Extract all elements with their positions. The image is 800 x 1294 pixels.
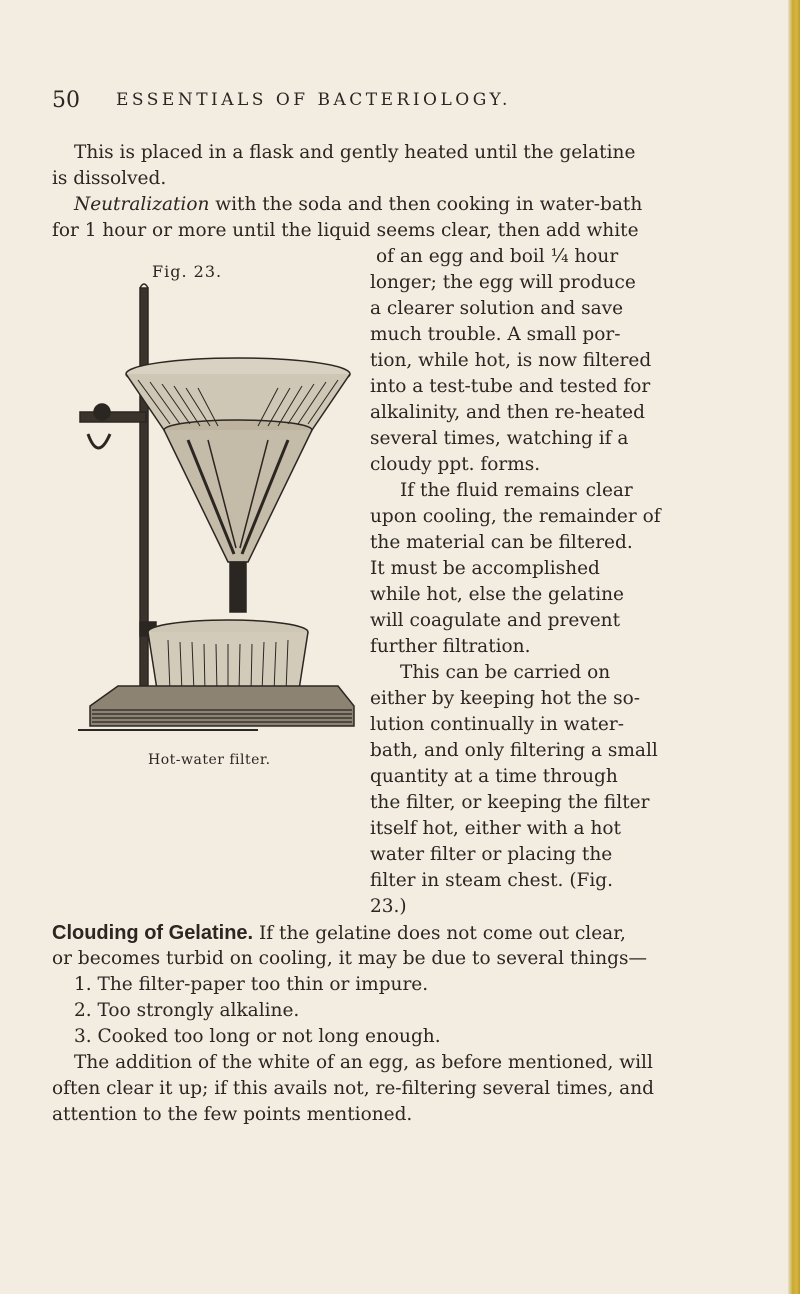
page-header bbox=[52, 88, 732, 118]
text-line: or becomes turbid on cooling, it may be due to several things— bbox=[52, 948, 647, 969]
hot-water-filter-illustration bbox=[78, 262, 358, 732]
italic-term: Neutralization bbox=[74, 194, 210, 215]
text-line: either by keeping hot the so- bbox=[370, 688, 640, 709]
text-line: the material can be filtered. bbox=[370, 532, 633, 553]
text-span: with the soda and then cooking in water-bath bbox=[209, 194, 643, 215]
figure-label: Fig. 23. bbox=[152, 262, 223, 281]
text-line: while hot, else the gelatine bbox=[370, 584, 624, 605]
text-line: further filtration. bbox=[370, 636, 531, 657]
text-line: much trouble. A small por- bbox=[370, 324, 621, 345]
text-line: will coagulate and prevent bbox=[370, 610, 621, 631]
text-line: upon cooling, the remainder of bbox=[370, 506, 661, 527]
text-line: alkalinity, and then re-heated bbox=[370, 402, 645, 423]
text-line: of an egg and boil ¼ hour bbox=[376, 246, 619, 267]
text-line: This can be carried on bbox=[400, 662, 611, 683]
text-line: water filter or placing the bbox=[370, 844, 613, 865]
text-line: itself hot, either with a hot bbox=[370, 818, 621, 839]
text-line bbox=[74, 192, 642, 218]
text-line: If the fluid remains clear bbox=[400, 480, 633, 501]
text-line: into a test-tube and tested for bbox=[370, 376, 651, 397]
text-line: lution continually in water- bbox=[370, 714, 624, 735]
text-line: cloudy ppt. forms. bbox=[370, 454, 541, 475]
text-line: tion, while hot, is now filtered bbox=[370, 350, 652, 371]
text-line: This is placed in a flask and gently heated until the gelatine bbox=[74, 142, 636, 163]
text-line: is dissolved. bbox=[52, 168, 167, 189]
text-line: quantity at a time through bbox=[370, 766, 618, 787]
text-line: often clear it up; if this avails not, re-filtering several times, and bbox=[52, 1078, 654, 1099]
text-line: the filter, or keeping the filter bbox=[370, 792, 650, 813]
text-line: several times, watching if a bbox=[370, 428, 629, 449]
text-line: It must be accomplished bbox=[370, 558, 600, 579]
page-number: 50 bbox=[52, 88, 80, 113]
list-item: 1. The filter-paper too thin or impure. bbox=[74, 974, 429, 995]
text-line: The addition of the white of an egg, as before mentioned, will bbox=[74, 1052, 653, 1073]
text-line: for 1 hour or more until the liquid seems clear, then add white bbox=[52, 220, 639, 241]
text-line: attention to the few points mentioned. bbox=[52, 1104, 413, 1125]
text-line: filter in steam chest. (Fig. bbox=[370, 870, 614, 891]
list-item: 3. Cooked too long or not long enough. bbox=[74, 1026, 441, 1047]
section-heading: Clouding of Gelatine. bbox=[52, 922, 254, 944]
figure-caption: Hot-water filter. bbox=[148, 752, 271, 768]
text-line: bath, and only filtering a small bbox=[370, 740, 658, 761]
text-line: a clearer solution and save bbox=[370, 298, 624, 319]
list-item: 2. Too strongly alkaline. bbox=[74, 1000, 300, 1021]
running-head: ESSENTIALS OF BACTERIOLOGY. bbox=[116, 90, 511, 110]
text-line: longer; the egg will produce bbox=[370, 272, 636, 293]
page-edge bbox=[788, 0, 800, 1294]
text-span: If the gelatine does not come out clear, bbox=[253, 923, 626, 944]
text-line: 23.) bbox=[370, 896, 407, 917]
text-line bbox=[52, 920, 626, 947]
